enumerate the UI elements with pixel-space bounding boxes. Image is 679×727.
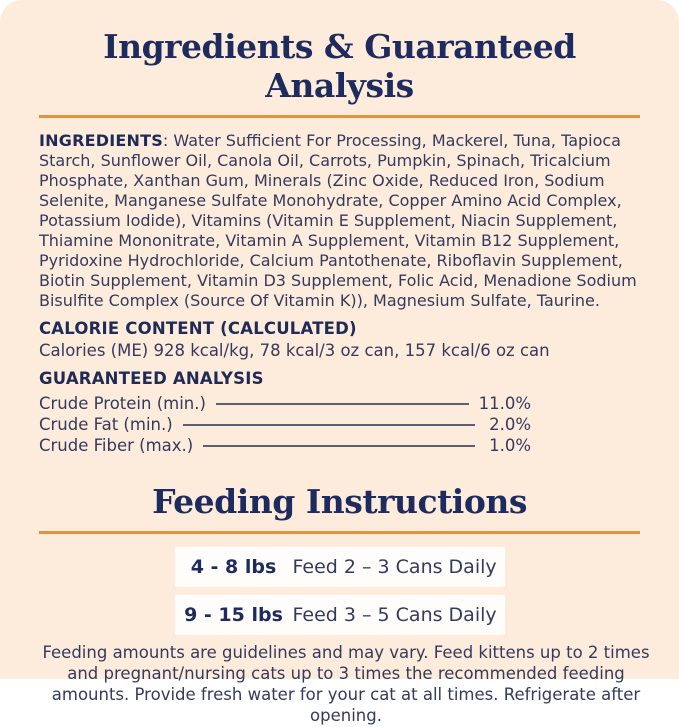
analysis-label: Crude Fiber (max.) [39, 436, 194, 455]
feeding-weight-range: 9 - 15 lbs [184, 604, 283, 627]
feeding-row-large-cat [175, 595, 505, 635]
ingredients-text: : Water Sufficient For Processing, Mackerel, Tuna, Tapioca Starch, Sunflower Oil, Canola Oil, Carrots, Pumpkin, Spinach, Tricalcium Phosphate, Xanthan Gum, Minerals (Zinc Oxide, Reduced Iron, Sodium Selenite, Manganese Sulfate Monohydrate, Copper Amino Acid Complex, Potassium Iodide), Vitamins (Vitamin E Supplement, Niacin Supplement, Thiamine Mononitrate, Vitamin A Supplement, Vitamin B12 Supplement, Pyridoxine Hydrochloride, Calcium Pantothenate, Riboflavin Supplement, Biotin Supplement, Vitamin D3 Supplement, Folic Acid, Menadione Sodium Bisulfite Complex (Source Of Vitamin K)), Magnesium Sulfate, Taurine. [39, 130, 637, 310]
leader-line [216, 403, 469, 405]
analysis-value: 1.0% [489, 436, 531, 455]
ingredients-paragraph [39, 131, 640, 311]
leader-line [183, 424, 475, 426]
feeding-amount: Feed 3 – 5 Cans Daily [292, 604, 497, 627]
feeding-table [175, 547, 505, 635]
top-accent-rule [39, 115, 640, 118]
analysis-row-crude-protein [39, 394, 531, 414]
feeding-row-small-cat [175, 547, 505, 587]
analysis-label: Crude Fat (min.) [39, 414, 173, 434]
feeding-section-title: Feeding Instructions [152, 482, 527, 522]
leader-line [203, 445, 475, 447]
analysis-label: Crude Protein (min.) [39, 393, 206, 413]
analysis-row-crude-fat [39, 415, 531, 435]
analysis-value: 2.0% [489, 414, 531, 434]
calorie-content-text: Calories (ME) 928 kcal/kg, 78 kcal/3 oz can, 157 kcal/6 oz can [39, 340, 550, 360]
analysis-value: 11.0% [478, 393, 531, 413]
feeding-guidelines-note: Feeding amounts are guidelines and may vary. Feed kittens up to 2 times and pregnant/nursing cats up to 3 times the recommended feeding amounts. Provide fresh water for your cat at all times. Refrigerate after opening. [42, 643, 650, 725]
guaranteed-analysis-heading: GUARANTEED ANALYSIS [39, 369, 264, 389]
ingredients-section-title: Ingredients & Guaranteed Analysis [103, 27, 576, 105]
guaranteed-analysis-table [39, 394, 531, 456]
feeding-amount: Feed 2 – 3 Cans Daily [292, 556, 497, 579]
feeding-weight-range: 4 - 8 lbs [190, 556, 277, 579]
analysis-row-crude-fiber [39, 436, 531, 456]
ingredients-label: INGREDIENTS [39, 130, 163, 150]
feeding-accent-rule [39, 531, 640, 534]
calorie-content-heading: CALORIE CONTENT (CALCULATED) [39, 318, 357, 338]
